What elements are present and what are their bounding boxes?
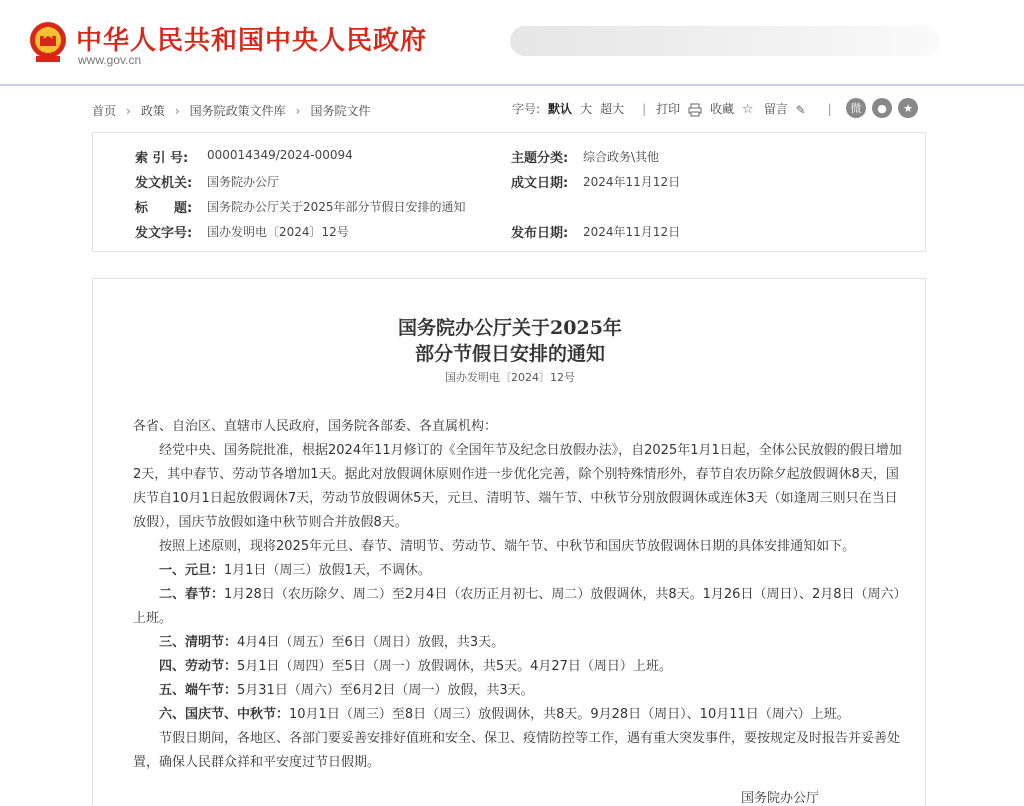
print-button[interactable] [656, 100, 702, 117]
font-size-default[interactable]: 默认 [548, 102, 573, 116]
holiday-item-head: 二、春节： [159, 587, 225, 602]
written-date-value: 2024年11月12日 [583, 175, 681, 189]
holiday-item-head: 三、清明节： [159, 635, 238, 650]
docno-label: 发文字号: [135, 226, 193, 241]
title-value: 国务院办公厅关于2025年部分节假日安排的通知 [207, 200, 466, 214]
issuer-value: 国务院办公厅 [207, 175, 280, 189]
breadcrumb [92, 102, 371, 119]
holiday-item-head: 六、国庆节、中秋节： [159, 707, 290, 722]
breadcrumb-state-council-docs[interactable]: 国务院文件 [310, 104, 371, 118]
favorite-button[interactable] [710, 100, 756, 117]
share-icons [846, 98, 924, 118]
qzone-icon[interactable]: ★ [898, 98, 918, 118]
comment-button[interactable] [764, 100, 810, 117]
meta-row [93, 172, 925, 196]
printer-icon [688, 103, 702, 117]
holiday-item [133, 583, 903, 631]
article-title-line2: 部分节假日安排的通知 [414, 343, 605, 365]
holiday-item-head: 一、元旦： [159, 563, 225, 578]
paragraph: 经党中央、国务院批准，根据2024年11月修订的《全国年节及纪念日放假办法》，自2025年1月1日起，全体公民放假的假日增加2天，其中春节、劳动节各增加1天。据此对放假调休原则作进一步优化完善，除个别特殊情形外，春节自农历除夕起放假调休8天，国庆节自10月1日起放假调休7天，劳动节放假调休5天，元旦、清明节、端午节、中秋节分别放假调休或连休3天（如逢周三则只在当日放假），国庆节放假如逢中秋节则合并放假8天。 [133, 443, 902, 530]
font-size-label: 字号: [512, 102, 541, 116]
article [92, 278, 926, 806]
site-url: www.gov.cn [78, 53, 142, 67]
holiday-item-text: 10月1日（周三）至8日（周三）放假调休，共8天。9月28日（周日）、10月11日（周六）上班。 [289, 707, 850, 722]
paragraph: 节假日期间，各地区、各部门要妥善安排好值班和安全、保卫、疫情防控等工作，遇有重大突发事件，要按规定及时报告并妥善处置，确保人民群众祥和平安度过节日假期。 [133, 731, 901, 770]
category-value: 综合政务\其他 [583, 150, 660, 164]
comment-label: 留言 [763, 102, 788, 116]
article-body [133, 415, 903, 775]
issuer-label: 发文机关: [135, 176, 193, 191]
meta-row [93, 222, 925, 246]
holiday-item [133, 703, 903, 727]
paragraph: 按照上述原则，现将2025年元旦、春节、清明节、劳动节、端午节、中秋节和国庆节放假调休日期的具体安排通知如下。 [159, 539, 856, 554]
site-title[interactable]: 中华人民共和国中央人民政府 [76, 26, 428, 56]
page-tools [512, 100, 842, 117]
national-emblem-icon[interactable] [28, 20, 68, 64]
font-size-xlarge[interactable]: 超大 [600, 102, 625, 116]
breadcrumb-home[interactable]: 首页 [92, 104, 117, 118]
holiday-item-text: 1月1日（周三）放假1天，不调休。 [224, 563, 431, 578]
article-doc-number: 国办发明电〔2024〕12号 [445, 371, 575, 384]
chevron-right-icon: › [295, 103, 301, 118]
holiday-item-text: 5月1日（周四）至5日（周一）放假调休，共5天。4月27日（周日）上班。 [237, 659, 672, 674]
article-title-line1: 国务院办公厅关于2025年 [398, 317, 622, 339]
holiday-item-text: 5月31日（周六）至6月2日（周一）放假，共3天。 [237, 683, 534, 698]
holiday-item [133, 559, 903, 583]
meta-row [93, 147, 925, 171]
weibo-icon[interactable]: 微 [846, 98, 866, 118]
category-label: 主题分类: [511, 151, 569, 166]
favorite-label: 收藏 [709, 102, 734, 116]
divider: | [827, 101, 832, 116]
signature: 国务院办公厅 [741, 791, 820, 806]
index-label: 索 引 号: [135, 151, 189, 166]
wechat-icon[interactable]: ● [872, 98, 892, 118]
holiday-item [133, 679, 903, 703]
holiday-item-text: 4月4日（周五）至6日（周日）放假，共3天。 [237, 635, 505, 650]
holiday-item [133, 631, 903, 655]
print-label: 打印 [656, 102, 681, 116]
site-header [0, 0, 1024, 86]
holiday-item-head: 五、端午节： [159, 683, 238, 698]
written-date-label: 成文日期: [511, 176, 569, 191]
published-date-value: 2024年11月12日 [583, 225, 681, 239]
toolbar [0, 92, 1024, 126]
meta-row [93, 197, 925, 221]
breadcrumb-policy-library[interactable]: 国务院政策文件库 [189, 104, 286, 118]
holiday-item-head: 四、劳动节： [159, 659, 238, 674]
index-value: 000014349/2024-00094 [207, 148, 353, 162]
star-icon: ☆ [741, 101, 754, 117]
chevron-right-icon: › [126, 103, 131, 118]
breadcrumb-policy[interactable]: 政策 [140, 104, 165, 118]
docno-value: 国办发明电〔2024〕12号 [207, 225, 349, 239]
published-date-label: 发布日期: [511, 226, 569, 241]
pencil-icon: ✎ [795, 102, 806, 117]
salutation: 各省、自治区、直辖市人民政府，国务院各部委、各直属机构： [133, 419, 498, 434]
font-size-large[interactable]: 大 [580, 102, 593, 116]
search-bar[interactable] [510, 26, 940, 56]
holiday-item-text: 1月28日（农历除夕、周二）至2月4日（农历正月初七、周二）放假调休，共8天。1月26日（周日）、2月8日（周六）上班。 [133, 587, 900, 626]
holiday-item [133, 655, 903, 679]
document-meta [92, 132, 926, 252]
divider: | [642, 101, 647, 116]
title-label: 标 题: [135, 201, 193, 216]
chevron-right-icon: › [174, 103, 180, 118]
